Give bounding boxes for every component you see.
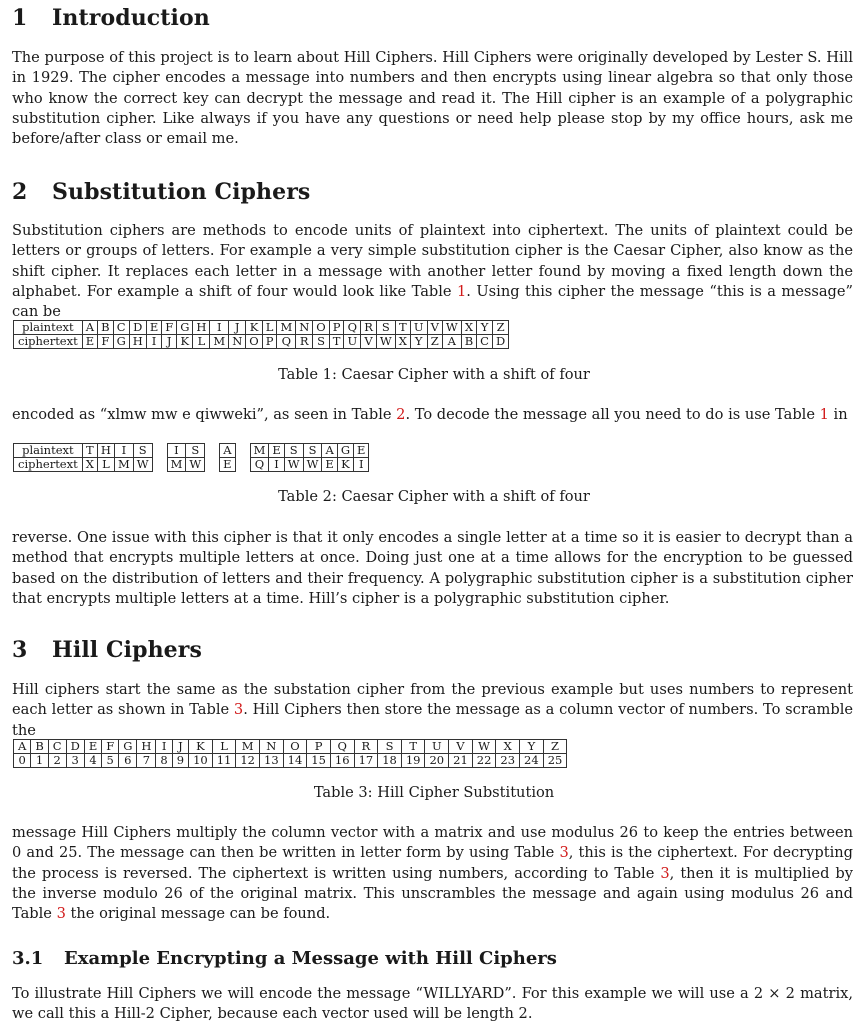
table-cell: K xyxy=(337,458,353,472)
table-cell: O xyxy=(246,335,262,349)
table-cell: D xyxy=(66,740,84,754)
caesar-table-2 xyxy=(13,443,369,472)
table-cell: M xyxy=(167,458,186,472)
table-cell: W xyxy=(284,458,303,472)
subsection-number: 3.1 xyxy=(12,948,44,969)
table-row-plaintext xyxy=(14,321,509,335)
section-heading-substitution xyxy=(12,179,310,205)
table-cell: H xyxy=(193,321,210,335)
table-cell: C xyxy=(48,740,66,754)
table-cell: X xyxy=(496,740,520,754)
table-cell: Y xyxy=(410,335,427,349)
text-run: , this is the ciphertext. For decrypting the process is reversed. The ciphertext is written using numbers, according to Table xyxy=(12,844,853,882)
table-cell: 2 xyxy=(48,754,66,768)
text-run: Hill ciphers start the same as the substation cipher from the previous example but uses numbers to represent each letter as shown in Table xyxy=(12,681,853,719)
table-cell: W xyxy=(442,321,461,335)
table-cell: 7 xyxy=(137,754,156,768)
table-cell: Y xyxy=(477,321,493,335)
table-cell: B xyxy=(31,740,48,754)
table-cell: S xyxy=(313,335,329,349)
table-cell: M xyxy=(277,321,296,335)
table-cell: 9 xyxy=(172,754,188,768)
table-cell: L xyxy=(262,321,277,335)
table-cell: 11 xyxy=(212,754,236,768)
table-cell: O xyxy=(283,740,307,754)
table-cell: V xyxy=(449,740,473,754)
hill-paragraph-2 xyxy=(12,823,853,924)
table-cell: W xyxy=(472,740,496,754)
table-cell: T xyxy=(401,740,425,754)
intro-paragraph: The purpose of this project is to learn about Hill Ciphers. Hill Ciphers were originally developed by Lester S. Hill in 1929. The cipher encodes a message into numbers and then encrypts using linear algebra so that only those who know the correct key can decrypt the message and read it. The Hill cipher is an example of a polygraphic substitution cipher. Like always if you have any questions or need help please stop by my office hours, ask me before/after class or email me. xyxy=(12,49,853,148)
table-cell xyxy=(205,444,220,458)
row-label: ciphertext xyxy=(14,458,83,472)
table-cell: E xyxy=(269,444,284,458)
table-cell: P xyxy=(307,740,331,754)
table-cell: W xyxy=(303,458,322,472)
table-cell: S xyxy=(378,740,402,754)
table-ref-link[interactable]: 3 xyxy=(233,701,244,719)
table-cell: C xyxy=(113,321,129,335)
table-ref-link[interactable]: 3 xyxy=(56,905,66,923)
table-cell: J xyxy=(172,740,188,754)
table-cell: A xyxy=(322,444,337,458)
table-cell: W xyxy=(376,335,395,349)
table-cell: G xyxy=(337,444,353,458)
table-cell: 15 xyxy=(307,754,331,768)
table-cell: Z xyxy=(427,335,442,349)
table-cell: I xyxy=(146,335,161,349)
section-heading-hill-ciphers xyxy=(12,637,202,663)
table-cell: 13 xyxy=(260,754,284,768)
table-cell: I xyxy=(167,444,186,458)
table-row-numbers xyxy=(14,754,567,768)
table-cell: 3 xyxy=(66,754,84,768)
table-cell: Q xyxy=(250,458,269,472)
table-cell: Q xyxy=(330,740,354,754)
table-ref-link[interactable]: 1 xyxy=(819,406,829,423)
row-label: plaintext xyxy=(14,321,83,335)
table-cell: F xyxy=(162,321,177,335)
table-ref-link[interactable]: 2 xyxy=(396,406,406,423)
text-run: Substitution ciphers are methods to encode units of plaintext into ciphertext. The units of plaintext could be letters or groups of letters. For example a very simple substitution cipher is the Caesar Cipher, also know as the shift cipher. It replaces each letter in a message with another letter found by moving a fixed length down the alphabet. For example a shift of four would look like Table xyxy=(12,222,853,300)
table-cell: N xyxy=(229,335,246,349)
table3-caption: Table 3: Hill Cipher Substitution xyxy=(313,784,555,801)
table-cell: M xyxy=(236,740,260,754)
table-cell: M xyxy=(210,335,229,349)
table-cell: R xyxy=(361,321,377,335)
table-cell: A xyxy=(14,740,31,754)
table-cell: S xyxy=(303,444,322,458)
table-cell: G xyxy=(119,740,137,754)
text-run: , then it is multiplied by the inverse modulo 26 of the original matrix. This unscrambles the message and again using modulus 26 and Table xyxy=(12,864,853,923)
table-row-letters xyxy=(14,740,567,754)
section-title: Substitution Ciphers xyxy=(52,179,311,205)
table-cell: X xyxy=(82,458,97,472)
table-cell: D xyxy=(129,321,146,335)
section-number: 1 xyxy=(12,5,28,31)
table-cell: 18 xyxy=(378,754,402,768)
table-cell: R xyxy=(296,335,313,349)
table-cell: H xyxy=(97,444,114,458)
table-cell: Z xyxy=(492,321,508,335)
table-cell: W xyxy=(133,458,152,472)
table-cell: H xyxy=(137,740,156,754)
text-run: message Hill Ciphers multiply the column vector with a matrix and use modulus 26 to keep the entries between 0 and 25. The message can then be written in letter form by using Table xyxy=(12,824,853,862)
table-cell xyxy=(152,444,167,458)
table-cell: Z xyxy=(543,740,567,754)
text-run: in xyxy=(828,406,848,423)
table-cell: K xyxy=(246,321,262,335)
table-cell: Q xyxy=(277,335,296,349)
table-row-ciphertext xyxy=(14,458,369,472)
table-ref-link[interactable]: 3 xyxy=(559,844,569,862)
table-cell: 6 xyxy=(119,754,137,768)
table-cell: U xyxy=(344,335,361,349)
table-ref-link[interactable]: 3 xyxy=(660,864,670,882)
table-cell: E xyxy=(220,458,235,472)
table-cell xyxy=(235,458,250,472)
table-cell: 8 xyxy=(156,754,172,768)
table-cell: Q xyxy=(344,321,361,335)
table-cell: V xyxy=(361,335,377,349)
table-cell: G xyxy=(177,321,193,335)
table-cell: 19 xyxy=(401,754,425,768)
table-cell: 12 xyxy=(236,754,260,768)
table-cell: N xyxy=(296,321,313,335)
section-title: Introduction xyxy=(52,5,210,31)
table-cell: S xyxy=(284,444,303,458)
table-cell: 20 xyxy=(425,754,449,768)
row-label: ciphertext xyxy=(14,335,83,349)
table-cell xyxy=(235,444,250,458)
subsection-title: Example Encrypting a Message with Hill Ciphers xyxy=(64,948,557,969)
section-heading-introduction xyxy=(12,5,210,31)
table-cell: T xyxy=(329,335,344,349)
table-cell: I xyxy=(354,458,369,472)
hill-substitution-table xyxy=(13,739,567,768)
subsection-heading-example xyxy=(12,948,557,969)
table-cell: S xyxy=(376,321,395,335)
text-run: . To decode the message all you need to do is use Table xyxy=(405,406,820,423)
table-cell: I xyxy=(114,444,133,458)
table-cell: U xyxy=(410,321,427,335)
table-cell: H xyxy=(129,335,146,349)
table-cell: E xyxy=(146,321,161,335)
table-cell: 0 xyxy=(14,754,31,768)
table-cell: 10 xyxy=(189,754,213,768)
table-cell: 23 xyxy=(496,754,520,768)
table-cell: 17 xyxy=(354,754,378,768)
text-run: . Hill Ciphers then store the message as a column vector of numbers. To scramble the xyxy=(12,701,853,739)
table-cell: K xyxy=(189,740,213,754)
table-cell: X xyxy=(395,335,410,349)
table1-clip xyxy=(0,318,868,350)
section-title: Hill Ciphers xyxy=(52,637,202,663)
table-cell: I xyxy=(269,458,284,472)
table-cell: 4 xyxy=(84,754,101,768)
table-cell: E xyxy=(354,444,369,458)
table-cell: E xyxy=(322,458,337,472)
table-cell: E xyxy=(84,740,101,754)
table-cell: V xyxy=(427,321,442,335)
table-cell: L xyxy=(212,740,236,754)
table-cell: S xyxy=(186,444,205,458)
table-cell: K xyxy=(177,335,193,349)
table-cell: E xyxy=(82,335,97,349)
table-cell: I xyxy=(210,321,229,335)
row-label: plaintext xyxy=(14,444,83,458)
table-cell: I xyxy=(156,740,172,754)
table-cell: W xyxy=(186,458,205,472)
table-cell: T xyxy=(395,321,410,335)
table-cell: J xyxy=(162,335,177,349)
table-cell: M xyxy=(114,458,133,472)
table-cell: P xyxy=(329,321,344,335)
table-cell: A xyxy=(442,335,461,349)
table-cell: X xyxy=(461,321,476,335)
section-number: 3 xyxy=(12,637,28,663)
table-cell: 25 xyxy=(543,754,567,768)
table-cell: J xyxy=(229,321,246,335)
table-cell: 21 xyxy=(449,754,473,768)
text-run: encoded as “xlmw mw e qiwweki”, as seen in Table xyxy=(12,406,397,423)
table-cell: 24 xyxy=(520,754,544,768)
table-cell: P xyxy=(262,335,277,349)
table-cell: F xyxy=(98,335,113,349)
substitution-paragraph-1 xyxy=(12,221,853,322)
table-cell: S xyxy=(133,444,152,458)
table-cell: B xyxy=(461,335,476,349)
table-row-plaintext xyxy=(14,444,369,458)
table-cell: D xyxy=(492,335,508,349)
substitution-paragraph-3: reverse. One issue with this cipher is that it only encodes a single letter at a time so it is easier to decrypt than a method that encrypts multiple letters at once. Doing just one at a time allows for the encryption to be guessed based on the distribution of letters and their frequency. A polygraphic substitution cipher is a substitution cipher that encrypts multiple letters at a time. Hill’s cipher is a polygraphic substitution cipher. xyxy=(12,529,853,607)
table-ref-link[interactable]: 1 xyxy=(457,282,467,300)
table-cell: 14 xyxy=(283,754,307,768)
table-cell: C xyxy=(477,335,493,349)
table-cell: 5 xyxy=(102,754,119,768)
table-row-ciphertext xyxy=(14,335,509,349)
table-cell: T xyxy=(82,444,97,458)
table-cell: L xyxy=(193,335,210,349)
table2-caption: Table 2: Caesar Cipher with a shift of four xyxy=(278,488,590,505)
table-cell xyxy=(152,458,167,472)
hill-paragraph-1 xyxy=(12,680,853,741)
example-paragraph: To illustrate Hill Ciphers we will encode the message “WILLYARD”. For this example we will use a 2 × 2 matrix, we call this a Hill-2 Cipher, because each vector used will be length 2. xyxy=(12,985,853,1023)
table-cell: 16 xyxy=(330,754,354,768)
table-cell: U xyxy=(425,740,449,754)
section-number: 2 xyxy=(12,179,28,205)
table-cell: 1 xyxy=(31,754,48,768)
table-cell: A xyxy=(220,444,235,458)
table-cell xyxy=(205,458,220,472)
table-cell: B xyxy=(98,321,113,335)
text-run: the original message can be found. xyxy=(65,905,331,923)
caesar-table-1 xyxy=(13,320,509,349)
table1-caption: Table 1: Caesar Cipher with a shift of four xyxy=(278,366,590,383)
table-cell: N xyxy=(260,740,284,754)
table-cell: F xyxy=(102,740,119,754)
table-cell: Y xyxy=(520,740,544,754)
table-cell: M xyxy=(250,444,269,458)
table-cell: A xyxy=(82,321,97,335)
substitution-paragraph-2 xyxy=(12,405,853,425)
table-cell: L xyxy=(97,458,114,472)
table-cell: 22 xyxy=(472,754,496,768)
table-cell: G xyxy=(113,335,129,349)
table-cell: R xyxy=(354,740,378,754)
table-cell: O xyxy=(313,321,329,335)
text-run: . Using this cipher the message “this is a message” can be xyxy=(12,282,853,321)
